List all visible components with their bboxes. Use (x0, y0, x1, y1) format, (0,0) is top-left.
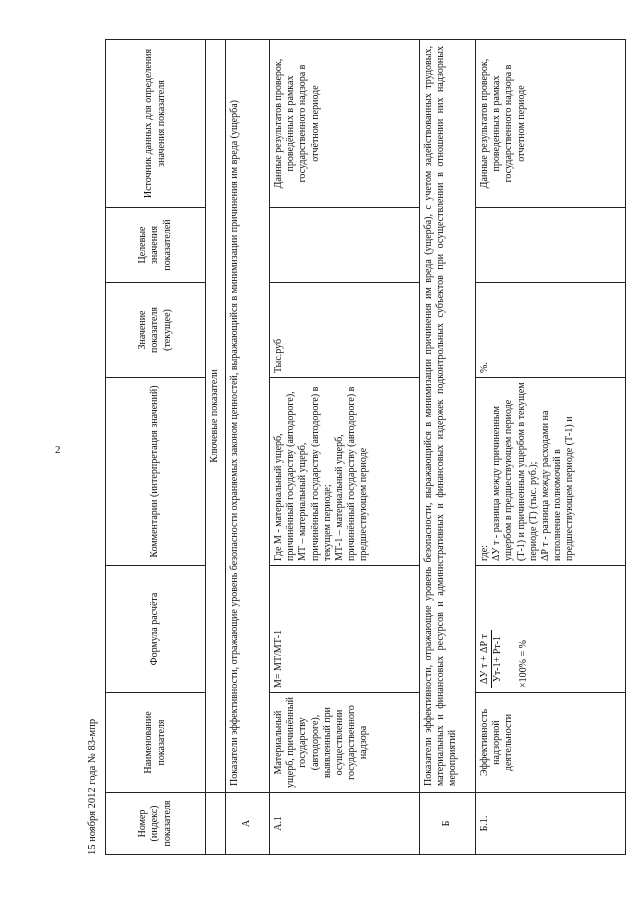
rotated-table-sheet (83, 40, 581, 855)
row-b1 (476, 40, 626, 855)
b1-comment-line: ΔУ т - разница между причиненным ущербом в предшествующем периоде (Т-1) и причиненным ущербом в текущем периоде (Т) (тыс. руб.); (491, 382, 539, 561)
b1-name: Эффективность надзорной деятельности (476, 693, 626, 793)
b1-formula (476, 566, 626, 693)
b1-comment (476, 378, 626, 566)
b1-comment-line: ΔР т - разница между расходами на исполнение полномочий в предшествующем периоде (Т-1) и (539, 410, 576, 561)
a1-comment-line: МТ-1 – материальный ущерб, причинённый государству (автодороге) в предшествующем периоде (333, 386, 370, 561)
header-source: Источник данных для определения значения показателя (106, 40, 206, 208)
key-indicators-spacer (206, 793, 226, 855)
indicators-table (105, 39, 626, 855)
a1-comment-line: Где М - материальный ущерб, причинённый государству (автодороге), (273, 391, 297, 561)
a1-comment-line: МТ – материальный ущерб, причинённый государству (автодороге) в текущем периоде; (297, 386, 333, 561)
key-indicators-label: Ключевые показатели (206, 40, 226, 793)
a1-formula: М= МТ/МТ-1 (270, 566, 420, 693)
a1-name: Материальный ущерб, причинённый государству (автодороге), выявленный при осуществлении государственного надзора (270, 693, 420, 793)
a1-target (270, 208, 420, 283)
b1-formula-tail: ×100% = % (518, 640, 530, 688)
header-value: Значение показателя (текущее) (106, 283, 206, 378)
a1-source: Данные результатов проверок, проведённых в рамках государственного надзора в отчётном периоде (270, 40, 420, 208)
header-name: Наименование показателя (106, 693, 206, 793)
a1-value: Тыс.руб (270, 283, 420, 378)
b1-value: %. (476, 283, 626, 378)
document-reference: 15 ноября 2012 года № 83-мпр (87, 718, 98, 855)
header-comment: Комментарии (интерпретация значений) (106, 378, 206, 566)
section-a-row (226, 40, 270, 855)
header-target: Целевые значения показателей (106, 208, 206, 283)
section-b-code: Б (420, 793, 476, 855)
b1-comment-line: где: (479, 545, 490, 561)
header-formula: Формула расчёта (106, 566, 206, 693)
b1-source: Данные результатов проверок, проведенных в рамках государственного надзора в отчетном периоде (476, 40, 626, 208)
b1-formula-numerator: ΔУ т + ΔР т (479, 630, 492, 688)
page-number: 2 (55, 444, 61, 456)
section-b-title: Показатели эффективности, отражающие уровень безопасности, выражающийся в минимизации причинения им вреда (ущерба), с учетом задействованных трудовых, материальных и финансовых ресурсов и административных и финансовых издержек подконтрольных субъектов при осуществлении в отношении них надзорных мероприятий (420, 40, 476, 793)
section-a-title: Показатели эффективности, отражающие уровень безопасности охраняемых законом ценностей, выражающийся в минимизации причинения им вреда (ущерба) (226, 40, 270, 793)
section-a-code: А (226, 793, 270, 855)
b1-code: Б.1. (476, 793, 626, 855)
header-row (106, 40, 206, 855)
a1-comment (270, 378, 420, 566)
header-code: Номер (индекс) показателя (106, 793, 206, 855)
key-indicators-row (206, 40, 226, 855)
b1-formula-denominator: Ут-1+ Рт-1 (492, 635, 504, 683)
a1-code: А.1 (270, 793, 420, 855)
b1-formula-fraction (479, 630, 504, 688)
row-a1 (270, 40, 420, 855)
section-b-row (420, 40, 476, 855)
b1-target (476, 208, 626, 283)
